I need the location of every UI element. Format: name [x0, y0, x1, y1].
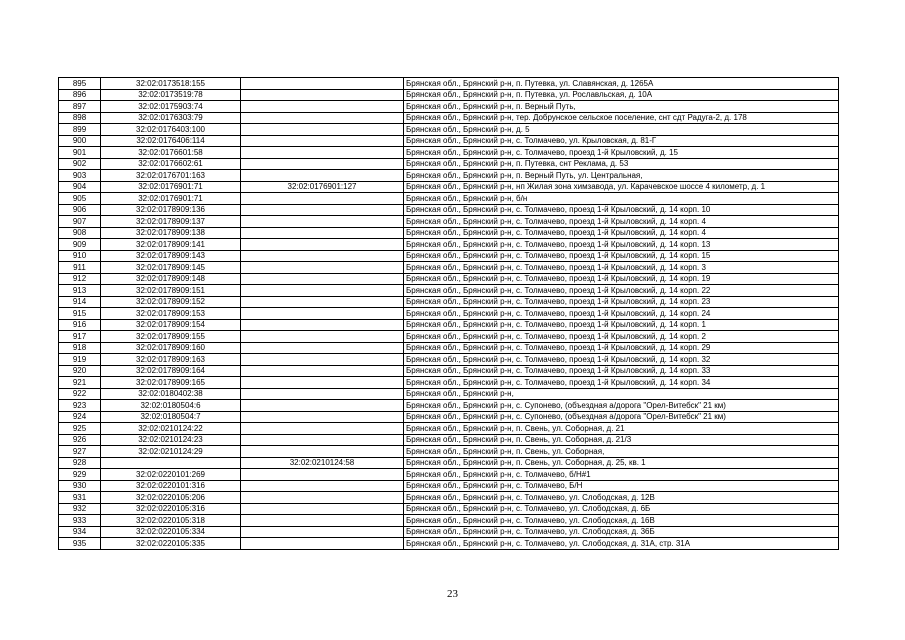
table-row: [59, 89, 839, 101]
row-number-cell: 935: [59, 538, 101, 550]
table-row: [59, 319, 839, 331]
related-cadastral-number-cell: [241, 262, 404, 274]
address-cell: Брянская обл., Брянский р-н, с. Толмачево, проезд 1-й Крыловский, д. 14 корп. 1: [404, 319, 839, 331]
related-cadastral-number-cell: [241, 503, 404, 515]
related-cadastral-number-cell: [241, 319, 404, 331]
address-cell: Брянская обл., Брянский р-н, п. Путевка, ул. Рославльская, д. 10А: [404, 89, 839, 101]
table-row: [59, 227, 839, 239]
address-cell: Брянская обл., Брянский р-н, с. Толмачево, проезд 1-й Крыловский, д. 14 корп. 32: [404, 354, 839, 366]
cadastral-number-cell: 32:02:0178909:151: [101, 285, 241, 297]
address-cell: Брянская обл., Брянский р-н, с. Толмачево, ул. Слободская, д. 12В: [404, 492, 839, 504]
related-cadastral-number-cell: [241, 285, 404, 297]
row-number-cell: 909: [59, 239, 101, 251]
address-cell: Брянская обл., Брянский р-н, п. Свень, ул. Соборная, д. 25, кв. 1: [404, 457, 839, 469]
related-cadastral-number-cell: 32:02:0176901:127: [241, 181, 404, 193]
address-cell: Брянская обл., Брянский р-н, с. Супонево, (объездная а/дорога "Орел-Витебск" 21 км): [404, 400, 839, 412]
table-row: [59, 342, 839, 354]
row-number-cell: 918: [59, 342, 101, 354]
address-cell: Брянская обл., Брянский р-н, с. Толмачево, проезд 1-й Крыловский, д. 14 корп. 29: [404, 342, 839, 354]
row-number-cell: 904: [59, 181, 101, 193]
table-row: [59, 480, 839, 492]
related-cadastral-number-cell: [241, 331, 404, 343]
address-cell: Брянская обл., Брянский р-н, с. Толмачево, проезд 1-й Крыловский, д. 14 корп. 34: [404, 377, 839, 389]
address-cell: Брянская обл., Брянский р-н, п. Путевка, снт Реклама, д. 53: [404, 158, 839, 170]
table-row: [59, 78, 839, 90]
table-row: [59, 446, 839, 458]
row-number-cell: 933: [59, 515, 101, 527]
cadastral-number-cell: 32:02:0178909:152: [101, 296, 241, 308]
row-number-cell: 912: [59, 273, 101, 285]
address-cell: Брянская обл., Брянский р-н, с. Толмачево, ул. Слободская, д. 31А, стр. 31А: [404, 538, 839, 550]
address-cell: Брянская обл., Брянский р-н, с. Толмачево, ул. Слободская, д. 16В: [404, 515, 839, 527]
related-cadastral-number-cell: [241, 296, 404, 308]
row-number-cell: 899: [59, 124, 101, 136]
row-number-cell: 907: [59, 216, 101, 228]
row-number-cell: 903: [59, 170, 101, 182]
cadastral-number-cell: 32:02:0173519:78: [101, 89, 241, 101]
address-cell: Брянская обл., Брянский р-н, д. 5: [404, 124, 839, 136]
related-cadastral-number-cell: [241, 342, 404, 354]
address-cell: Брянская обл., Брянский р-н, с. Толмачево, проезд 1-й Крыловский, д. 14 корп. 33: [404, 365, 839, 377]
table-row: [59, 262, 839, 274]
related-cadastral-number-cell: [241, 446, 404, 458]
row-number-cell: 898: [59, 112, 101, 124]
cadastral-number-cell: 32:02:0220105:334: [101, 526, 241, 538]
cadastral-number-cell: 32:02:0178909:153: [101, 308, 241, 320]
related-cadastral-number-cell: [241, 89, 404, 101]
row-number-cell: 932: [59, 503, 101, 515]
cadastral-number-cell: 32:02:0180504:7: [101, 411, 241, 423]
table-row: [59, 112, 839, 124]
row-number-cell: 929: [59, 469, 101, 481]
cadastral-number-cell: 32:02:0178909:145: [101, 262, 241, 274]
cadastral-number-cell: 32:02:0176403:100: [101, 124, 241, 136]
row-number-cell: 928: [59, 457, 101, 469]
table-row: [59, 147, 839, 159]
cadastral-number-cell: 32:02:0176303:79: [101, 112, 241, 124]
cadastral-number-cell: 32:02:0176602:61: [101, 158, 241, 170]
table-row: [59, 216, 839, 228]
cadastral-number-cell: 32:02:0176601:58: [101, 147, 241, 159]
row-number-cell: 930: [59, 480, 101, 492]
table-row: [59, 492, 839, 504]
related-cadastral-number-cell: [241, 365, 404, 377]
row-number-cell: 908: [59, 227, 101, 239]
related-cadastral-number-cell: [241, 250, 404, 262]
address-cell: Брянская обл., Брянский р-н, п. Верный Путь,: [404, 101, 839, 113]
table-row: [59, 181, 839, 193]
cadastral-number-cell: 32:02:0220105:335: [101, 538, 241, 550]
table-body: [59, 78, 839, 550]
row-number-cell: 923: [59, 400, 101, 412]
cadastral-number-cell: 32:02:0173518:155: [101, 78, 241, 90]
address-cell: Брянская обл., Брянский р-н, тер. Добрунское сельское поселение, снт сдт Радуга-2, д. 178: [404, 112, 839, 124]
table-row: [59, 193, 839, 205]
cadastral-number-cell: 32:02:0210124:23: [101, 434, 241, 446]
related-cadastral-number-cell: [241, 227, 404, 239]
table-row: [59, 503, 839, 515]
row-number-cell: 919: [59, 354, 101, 366]
row-number-cell: 902: [59, 158, 101, 170]
cadastral-number-cell: 32:02:0178909:137: [101, 216, 241, 228]
table-row: [59, 515, 839, 527]
related-cadastral-number-cell: [241, 469, 404, 481]
address-cell: Брянская обл., Брянский р-н, с. Толмачево, ул. Слободская, д. 36Б: [404, 526, 839, 538]
table-row: [59, 170, 839, 182]
row-number-cell: 920: [59, 365, 101, 377]
related-cadastral-number-cell: [241, 135, 404, 147]
related-cadastral-number-cell: [241, 423, 404, 435]
address-cell: Брянская обл., Брянский р-н, с. Толмачево, проезд 1-й Крыловский, д. 14 корп. 13: [404, 239, 839, 251]
cadastral-number-cell: 32:02:0178909:138: [101, 227, 241, 239]
table-row: [59, 158, 839, 170]
related-cadastral-number-cell: [241, 526, 404, 538]
address-cell: Брянская обл., Брянский р-н, с. Толмачево, проезд 1-й Крыловский, д. 14 корп. 2: [404, 331, 839, 343]
table-row: [59, 285, 839, 297]
cadastral-number-cell: 32:02:0178909:160: [101, 342, 241, 354]
cadastral-number-cell: 32:02:0176901:71: [101, 181, 241, 193]
address-cell: Брянская обл., Брянский р-н, с. Толмачево, проезд 1-й Крыловский, д. 14 корп. 23: [404, 296, 839, 308]
address-cell: Брянская обл., Брянский р-н, с. Толмачево, проезд 1-й Крыловский, д. 14 корп. 4: [404, 216, 839, 228]
address-cell: Брянская обл., Брянский р-н, с. Толмачево, Б/Н: [404, 480, 839, 492]
related-cadastral-number-cell: [241, 239, 404, 251]
table-row: [59, 400, 839, 412]
table-row: [59, 365, 839, 377]
related-cadastral-number-cell: [241, 538, 404, 550]
table-row: [59, 273, 839, 285]
address-cell: Брянская обл., Брянский р-н, с. Толмачево, ул. Крыловская, д. 81-Г: [404, 135, 839, 147]
row-number-cell: 921: [59, 377, 101, 389]
address-cell: Брянская обл., Брянский р-н, с. Толмачево, проезд 1-й Крыловский, д. 14 корп. 10: [404, 204, 839, 216]
related-cadastral-number-cell: [241, 492, 404, 504]
related-cadastral-number-cell: [241, 388, 404, 400]
row-number-cell: 917: [59, 331, 101, 343]
table-row: [59, 135, 839, 147]
related-cadastral-number-cell: 32:02:0210124:58: [241, 457, 404, 469]
related-cadastral-number-cell: [241, 216, 404, 228]
related-cadastral-number-cell: [241, 170, 404, 182]
cadastral-number-cell: [101, 457, 241, 469]
cadastral-number-cell: 32:02:0220101:269: [101, 469, 241, 481]
address-cell: Брянская обл., Брянский р-н, п. Верный Путь, ул. Центральная,: [404, 170, 839, 182]
related-cadastral-number-cell: [241, 308, 404, 320]
table-row: [59, 296, 839, 308]
address-cell: Брянская обл., Брянский р-н, п. Свень, ул. Соборная, д. 21/3: [404, 434, 839, 446]
related-cadastral-number-cell: [241, 78, 404, 90]
table-row: [59, 308, 839, 320]
table-row: [59, 377, 839, 389]
cadastral-number-cell: 32:02:0210124:29: [101, 446, 241, 458]
cadastral-number-cell: 32:02:0220101:316: [101, 480, 241, 492]
address-cell: Брянская обл., Брянский р-н, с. Толмачево, проезд 1-й Крыловский, д. 14 корп. 3: [404, 262, 839, 274]
table-row: [59, 331, 839, 343]
row-number-cell: 910: [59, 250, 101, 262]
cadastral-number-cell: 32:02:0220105:318: [101, 515, 241, 527]
address-cell: Брянская обл., Брянский р-н, с. Толмачево, б/Н#1: [404, 469, 839, 481]
address-cell: Брянская обл., Брянский р-н, с. Толмачево, проезд 1-й Крыловский, д. 15: [404, 147, 839, 159]
row-number-cell: 911: [59, 262, 101, 274]
cadastral-number-cell: 32:02:0178909:136: [101, 204, 241, 216]
address-cell: Брянская обл., Брянский р-н, с. Толмачево, проезд 1-й Крыловский, д. 14 корп. 19: [404, 273, 839, 285]
table-row: [59, 250, 839, 262]
row-number-cell: 927: [59, 446, 101, 458]
related-cadastral-number-cell: [241, 101, 404, 113]
table-row: [59, 388, 839, 400]
related-cadastral-number-cell: [241, 147, 404, 159]
table-row: [59, 434, 839, 446]
address-cell: Брянская обл., Брянский р-н, с. Толмачево, ул. Слободская, д. 6Б: [404, 503, 839, 515]
related-cadastral-number-cell: [241, 273, 404, 285]
table-row: [59, 423, 839, 435]
address-cell: Брянская обл., Брянский р-н, с. Толмачево, проезд 1-й Крыловский, д. 14 корп. 15: [404, 250, 839, 262]
cadastral-table: [58, 77, 839, 550]
row-number-cell: 916: [59, 319, 101, 331]
related-cadastral-number-cell: [241, 112, 404, 124]
row-number-cell: 905: [59, 193, 101, 205]
cadastral-number-cell: 32:02:0180504:6: [101, 400, 241, 412]
table-row: [59, 239, 839, 251]
cadastral-number-cell: 32:02:0220105:316: [101, 503, 241, 515]
cadastral-number-cell: 32:02:0178909:163: [101, 354, 241, 366]
cadastral-number-cell: 32:02:0178909:155: [101, 331, 241, 343]
row-number-cell: 906: [59, 204, 101, 216]
cadastral-number-cell: 32:02:0176901:71: [101, 193, 241, 205]
cadastral-number-cell: 32:02:0175903:74: [101, 101, 241, 113]
page-number: 23: [447, 588, 458, 600]
address-cell: Брянская обл., Брянский р-н, с. Супонево, (объездная а/дорога "Орел-Витебск" 21 км): [404, 411, 839, 423]
related-cadastral-number-cell: [241, 377, 404, 389]
table-row: [59, 469, 839, 481]
table-row: [59, 101, 839, 113]
row-number-cell: 926: [59, 434, 101, 446]
related-cadastral-number-cell: [241, 411, 404, 423]
cadastral-number-cell: 32:02:0178909:148: [101, 273, 241, 285]
table-row: [59, 354, 839, 366]
cadastral-number-cell: 32:02:0178909:165: [101, 377, 241, 389]
related-cadastral-number-cell: [241, 434, 404, 446]
address-cell: Брянская обл., Брянский р-н,: [404, 388, 839, 400]
address-cell: Брянская обл., Брянский р-н, с. Толмачево, проезд 1-й Крыловский, д. 14 корп. 24: [404, 308, 839, 320]
table-row: [59, 457, 839, 469]
cadastral-number-cell: 32:02:0178909:143: [101, 250, 241, 262]
table-row: [59, 538, 839, 550]
related-cadastral-number-cell: [241, 515, 404, 527]
cadastral-number-cell: 32:02:0178909:154: [101, 319, 241, 331]
table-row: [59, 124, 839, 136]
cadastral-number-cell: 32:02:0176406:114: [101, 135, 241, 147]
related-cadastral-number-cell: [241, 193, 404, 205]
cadastral-number-cell: 32:02:0176701:163: [101, 170, 241, 182]
row-number-cell: 900: [59, 135, 101, 147]
row-number-cell: 901: [59, 147, 101, 159]
row-number-cell: 934: [59, 526, 101, 538]
address-cell: Брянская обл., Брянский р-н, с. Толмачево, проезд 1-й Крыловский, д. 14 корп. 22: [404, 285, 839, 297]
address-cell: Брянская обл., Брянский р-н, с. Толмачево, проезд 1-й Крыловский, д. 14 корп. 4: [404, 227, 839, 239]
row-number-cell: 931: [59, 492, 101, 504]
cadastral-number-cell: 32:02:0178909:141: [101, 239, 241, 251]
row-number-cell: 896: [59, 89, 101, 101]
address-cell: Брянская обл., Брянский р-н, п. Свень, ул. Соборная,: [404, 446, 839, 458]
row-number-cell: 924: [59, 411, 101, 423]
row-number-cell: 922: [59, 388, 101, 400]
address-cell: Брянская обл., Брянский р-н, б/н: [404, 193, 839, 205]
table-row: [59, 526, 839, 538]
row-number-cell: 913: [59, 285, 101, 297]
cadastral-number-cell: 32:02:0180402:38: [101, 388, 241, 400]
row-number-cell: 915: [59, 308, 101, 320]
related-cadastral-number-cell: [241, 400, 404, 412]
address-cell: Брянская обл., Брянский р-н, п. Путевка, ул. Славянская, д. 1265А: [404, 78, 839, 90]
table-row: [59, 411, 839, 423]
related-cadastral-number-cell: [241, 354, 404, 366]
related-cadastral-number-cell: [241, 158, 404, 170]
cadastral-number-cell: 32:02:0210124:22: [101, 423, 241, 435]
cadastral-number-cell: 32:02:0220105:206: [101, 492, 241, 504]
row-number-cell: 895: [59, 78, 101, 90]
address-cell: Брянская обл., Брянский р-н, п. Свень, ул. Соборная, д. 21: [404, 423, 839, 435]
related-cadastral-number-cell: [241, 480, 404, 492]
row-number-cell: 897: [59, 101, 101, 113]
table-row: [59, 204, 839, 216]
cadastral-number-cell: 32:02:0178909:164: [101, 365, 241, 377]
address-cell: Брянская обл., Брянский р-н, нп Жилая зона химзавода, ул. Карачевское шоссе 4 километр, д. 1: [404, 181, 839, 193]
row-number-cell: 914: [59, 296, 101, 308]
related-cadastral-number-cell: [241, 204, 404, 216]
related-cadastral-number-cell: [241, 124, 404, 136]
row-number-cell: 925: [59, 423, 101, 435]
